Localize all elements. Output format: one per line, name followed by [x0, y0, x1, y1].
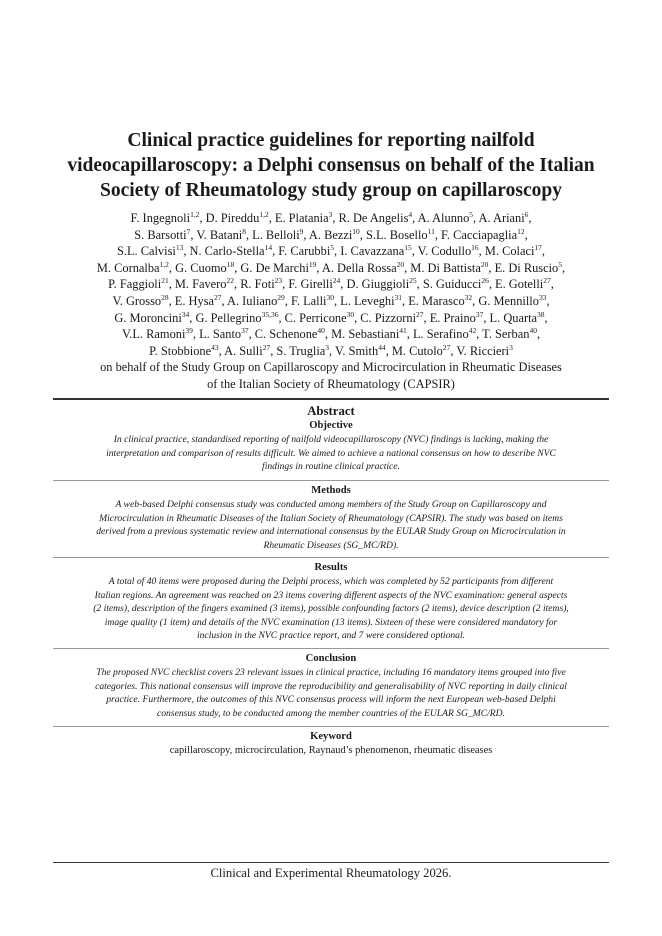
- section-body-conclusion: [53, 666, 609, 720]
- author-name: , E. Gotelli: [488, 277, 544, 292]
- author-name: , F. Lalli: [284, 293, 327, 308]
- affiliation-number: 35,36: [261, 309, 279, 319]
- author-name: , G. Mennillo: [472, 293, 539, 308]
- author-line: [40, 260, 622, 277]
- author-name: , I. Cavazzana: [334, 244, 405, 259]
- body-line: practice. Furthermore, the outcomes of this NVC consensus process will inform the next European web-based Delphi: [106, 694, 556, 706]
- affiliation-number: 3: [325, 342, 330, 352]
- affiliation-number: 37: [475, 309, 484, 319]
- affiliation-number: 40: [529, 326, 537, 336]
- author-name: , E. Marasco: [402, 293, 465, 308]
- affiliation-number: 13: [175, 243, 184, 253]
- affiliation-number: 1,2: [259, 210, 269, 219]
- author-name: , M. Colaci: [478, 244, 535, 259]
- author-name: ,: [546, 293, 550, 308]
- author-name: ,: [541, 244, 546, 259]
- author-name: , L. Leveghi: [333, 293, 395, 308]
- body-line: In clinical practice, standardised reporting of nailfold videocapillaroscopy (NVC) findings is lacking, making the: [113, 434, 549, 445]
- author-name: , S. Guiducci: [416, 277, 482, 292]
- author-name: , V. Codullo: [411, 244, 472, 259]
- author-name: , D. Pireddu: [199, 211, 260, 225]
- affiliation-number: 28: [161, 292, 169, 302]
- author-name: , S.L. Bosello: [359, 227, 428, 242]
- author-name: , D. Giuggioli: [340, 277, 410, 292]
- section-heading-keyword: Keyword: [310, 731, 352, 742]
- author-name: , R. De Angelis: [332, 211, 409, 225]
- author-name: F. Ingegnoli: [130, 211, 191, 225]
- affiliation-number: 34: [181, 309, 190, 319]
- affiliation-number: 14: [264, 243, 273, 253]
- body-line: Microcirculation in Rheumatic Diseases of the Italian Society of Rheumatology (CAPSIR). The study was based on items: [99, 512, 563, 524]
- affiliation-number: 16: [471, 243, 479, 253]
- affiliation-number: 40: [317, 326, 325, 336]
- author-name: , A. Sulli: [218, 343, 263, 358]
- affiliation-number: 5: [330, 243, 335, 253]
- affiliation-number: 19: [308, 259, 317, 269]
- affiliation-number: 29: [277, 292, 285, 302]
- author-name: , S. Truglia: [270, 343, 326, 358]
- body-line: consensus study, to be conducted among the member countries of the EULAR SG_MC/RD.: [157, 707, 505, 719]
- author-line: [40, 243, 622, 260]
- affiliation-number: 27: [214, 292, 222, 302]
- author-name: S. Barsotti: [134, 227, 187, 242]
- affiliation-number: 30: [346, 309, 355, 319]
- abstract-heading: Abstract: [307, 404, 355, 418]
- author-name: P. Faggioli: [108, 277, 162, 292]
- author-name: , C. Schenone: [248, 327, 318, 342]
- abstract-top-rule: [53, 398, 609, 400]
- affiliation-number: 44: [378, 342, 386, 352]
- author-name: , V. Smith: [329, 343, 379, 358]
- body-line: The proposed NVC checklist covers 23 relevant issues in clinical practice, including 16 mandatory items grouped into five: [96, 667, 566, 678]
- body-line: categories. This national consensus will improve the reproducibility and generalisability of NVC reporting in daily clinical: [95, 680, 567, 692]
- author-name: , T. Serban: [476, 327, 530, 342]
- affiliation-number: 31: [394, 292, 403, 302]
- body-line: inclusion in the NVC practice report, and 7 were considered optional.: [196, 630, 466, 642]
- author-name: , C. Pizzorni: [354, 310, 417, 325]
- affiliation-number: 5: [558, 259, 562, 269]
- affiliation-number: 41: [399, 326, 407, 336]
- author-name: , M. Sebastiani: [324, 327, 400, 342]
- author-line: [40, 326, 622, 343]
- affiliation-number: 39: [185, 326, 193, 336]
- affiliation-number: 21: [161, 276, 169, 286]
- section-body-keyword: [53, 744, 609, 758]
- affiliation-number: 10: [352, 226, 360, 236]
- affiliation-number: 7: [186, 226, 191, 236]
- affiliation-number: 3: [509, 342, 513, 352]
- affiliation-number: 1,2: [190, 210, 200, 219]
- title-line: videocapillaroscopy: a Delphi consensus on behalf of the Italian: [67, 155, 595, 176]
- body-line: findings in routine clinical practice.: [262, 461, 400, 473]
- author-name: , N. Carlo-Stella: [183, 244, 265, 259]
- author-name: , A. Bezzi: [303, 227, 353, 242]
- title-line: Clinical practice guidelines for reporting nailfold: [127, 130, 535, 151]
- body-line: A web-based Delphi consensus study was conducted among members of the Study Group on Capillaroscopy and: [115, 499, 547, 510]
- author-name: , G. Pellegrino: [189, 310, 262, 325]
- affiliation-number: 27: [442, 342, 451, 352]
- affiliation-number: 25: [409, 276, 417, 286]
- section-body-objective: [53, 433, 609, 474]
- author-line: [40, 310, 622, 327]
- footer-rule: [53, 862, 609, 863]
- author-name: , A. Alunno: [412, 211, 470, 225]
- affiliation-number: 32: [464, 292, 473, 302]
- section-heading-results: Results: [314, 562, 348, 573]
- author-name: , M. Favero: [168, 277, 227, 292]
- on-behalf-line: on behalf of the Study Group on Capillaroscopy and Microcirculation in Rheumatic Diseases: [100, 360, 562, 375]
- author-name: V. Grosso: [112, 293, 162, 308]
- journal-footer: Clinical and Experimental Rheumatology 2026.: [210, 866, 452, 880]
- author-line: [40, 227, 622, 244]
- author-name: ,: [524, 227, 528, 242]
- author-name: S.L. Calvisi: [116, 244, 176, 259]
- affiliation-number: 27: [262, 342, 271, 352]
- author-line: [40, 343, 622, 360]
- affiliation-number: 42: [468, 326, 477, 336]
- author-name: , E. Praino: [423, 310, 476, 325]
- author-name: , V. Batani: [190, 227, 243, 242]
- affiliation-number: 27: [543, 276, 551, 286]
- author-name: , C. Perricone: [278, 310, 347, 325]
- author-name: ,: [550, 277, 554, 292]
- author-name: ,: [544, 310, 548, 325]
- body-line: derived from a previous systematic review and international consensus by the EULAR Study Group on Microcirculation in: [96, 526, 566, 538]
- author-name: , E. Platania: [268, 211, 329, 225]
- section-divider: [53, 726, 609, 727]
- affiliation-number: 11: [427, 226, 435, 236]
- affiliation-number: 4: [408, 210, 413, 219]
- author-line: [40, 276, 622, 293]
- author-line: [40, 293, 622, 310]
- body-line: (2 items), description of the fingers examined (3 items), possible confounding factors (2 items), device description (2 items),: [93, 603, 569, 615]
- affiliation-number: 8: [242, 226, 246, 236]
- affiliation-number: 1,2: [159, 259, 169, 269]
- author-line: [40, 210, 622, 227]
- author-name: , M. Di Battista: [404, 260, 481, 275]
- affiliation-number: 33: [538, 292, 547, 302]
- paper-title: [40, 128, 622, 203]
- affiliation-number: 20: [396, 259, 405, 269]
- body-line: interpretation and comparison of results difficult. We aimed to achieve a national consensus on how to describe NVC: [106, 447, 556, 459]
- section-heading-methods: Methods: [311, 485, 351, 496]
- author-name: , R. Foti: [234, 277, 275, 292]
- affiliation-number: 12: [517, 226, 525, 236]
- body-line: image quality (1 item) and details of the NVC examination (13 items). Sixteen of these were considered mandatory for: [104, 616, 558, 628]
- section-heading-conclusion: Conclusion: [305, 653, 357, 664]
- affiliation-number: 6: [524, 210, 529, 219]
- author-list: [40, 210, 622, 393]
- affiliation-number: 15: [404, 243, 412, 253]
- author-name: , F. Girelli: [282, 277, 333, 292]
- author-name: , G. De Marchi: [234, 260, 309, 275]
- author-name: , L. Serafino: [406, 327, 469, 342]
- affiliation-number: 26: [481, 276, 489, 286]
- author-name: , L. Santo: [192, 327, 242, 342]
- author-name: , V. Riccieri: [450, 343, 510, 358]
- author-name: , E. Hysa: [168, 293, 215, 308]
- affiliation-number: 23: [274, 276, 283, 286]
- affiliation-number: 22: [226, 276, 235, 286]
- author-name: , L. Quarta: [483, 310, 538, 325]
- author-name: V.L. Ramoni: [121, 327, 186, 342]
- author-name: ,: [528, 211, 532, 225]
- author-name: M. Cornalba: [96, 260, 160, 275]
- author-name: , A. Ariani: [473, 211, 525, 225]
- affiliation-number: 24: [332, 276, 341, 286]
- section-body-results: [53, 575, 609, 643]
- affiliation-number: 9: [299, 226, 304, 236]
- affiliation-number: 37: [241, 326, 249, 336]
- affiliation-number: 38: [537, 309, 545, 319]
- section-body-methods: [53, 498, 609, 552]
- affiliation-number: 27: [416, 309, 424, 319]
- author-name: , A. Iuliano: [221, 293, 278, 308]
- author-name: P. Stobbione: [149, 343, 212, 358]
- author-name: ,: [562, 260, 566, 275]
- affiliation-number: 18: [226, 259, 235, 269]
- author-name: , M. Cutolo: [385, 343, 443, 358]
- section-heading-objective: Objective: [309, 420, 353, 431]
- affiliation-number: 3: [328, 210, 333, 219]
- author-name: G. Moroncini: [114, 310, 182, 325]
- author-name: , A. Della Rossa: [316, 260, 397, 275]
- affiliation-number: 17: [534, 243, 542, 253]
- title-line: Society of Rheumatology study group on capillaroscopy: [100, 180, 562, 201]
- author-name: , F. Cacciapaglia: [434, 227, 518, 242]
- affiliation-number: 20: [480, 259, 489, 269]
- body-line: Italian regions. An agreement was reached on 23 items covering different aspects of the NVC examination: general aspects: [94, 589, 568, 601]
- author-name: , E. Di Ruscio: [488, 260, 559, 275]
- affiliation-number: 5: [469, 210, 474, 219]
- author-name: , F. Carubbi: [272, 244, 331, 259]
- on-behalf-line: of the Italian Society of Rheumatology (CAPSIR): [207, 376, 455, 391]
- author-name: ,: [536, 327, 541, 342]
- section-divider: [53, 557, 609, 558]
- section-divider: [53, 480, 609, 481]
- section-divider: [53, 648, 609, 649]
- body-line: capillaroscopy, microcirculation, Raynaud’s phenomenon, rheumatic diseases: [169, 745, 493, 756]
- body-line: Rheumatic Diseases (SG_MC/RD).: [263, 539, 399, 551]
- affiliation-number: 43: [211, 342, 219, 352]
- affiliation-number: 30: [326, 292, 334, 302]
- body-line: A total of 40 items were proposed during the Delphi process, which was completed by 52 participants from different: [108, 576, 554, 587]
- author-name: , L. Belloli: [245, 227, 300, 242]
- author-name: , G. Cuomo: [168, 260, 227, 275]
